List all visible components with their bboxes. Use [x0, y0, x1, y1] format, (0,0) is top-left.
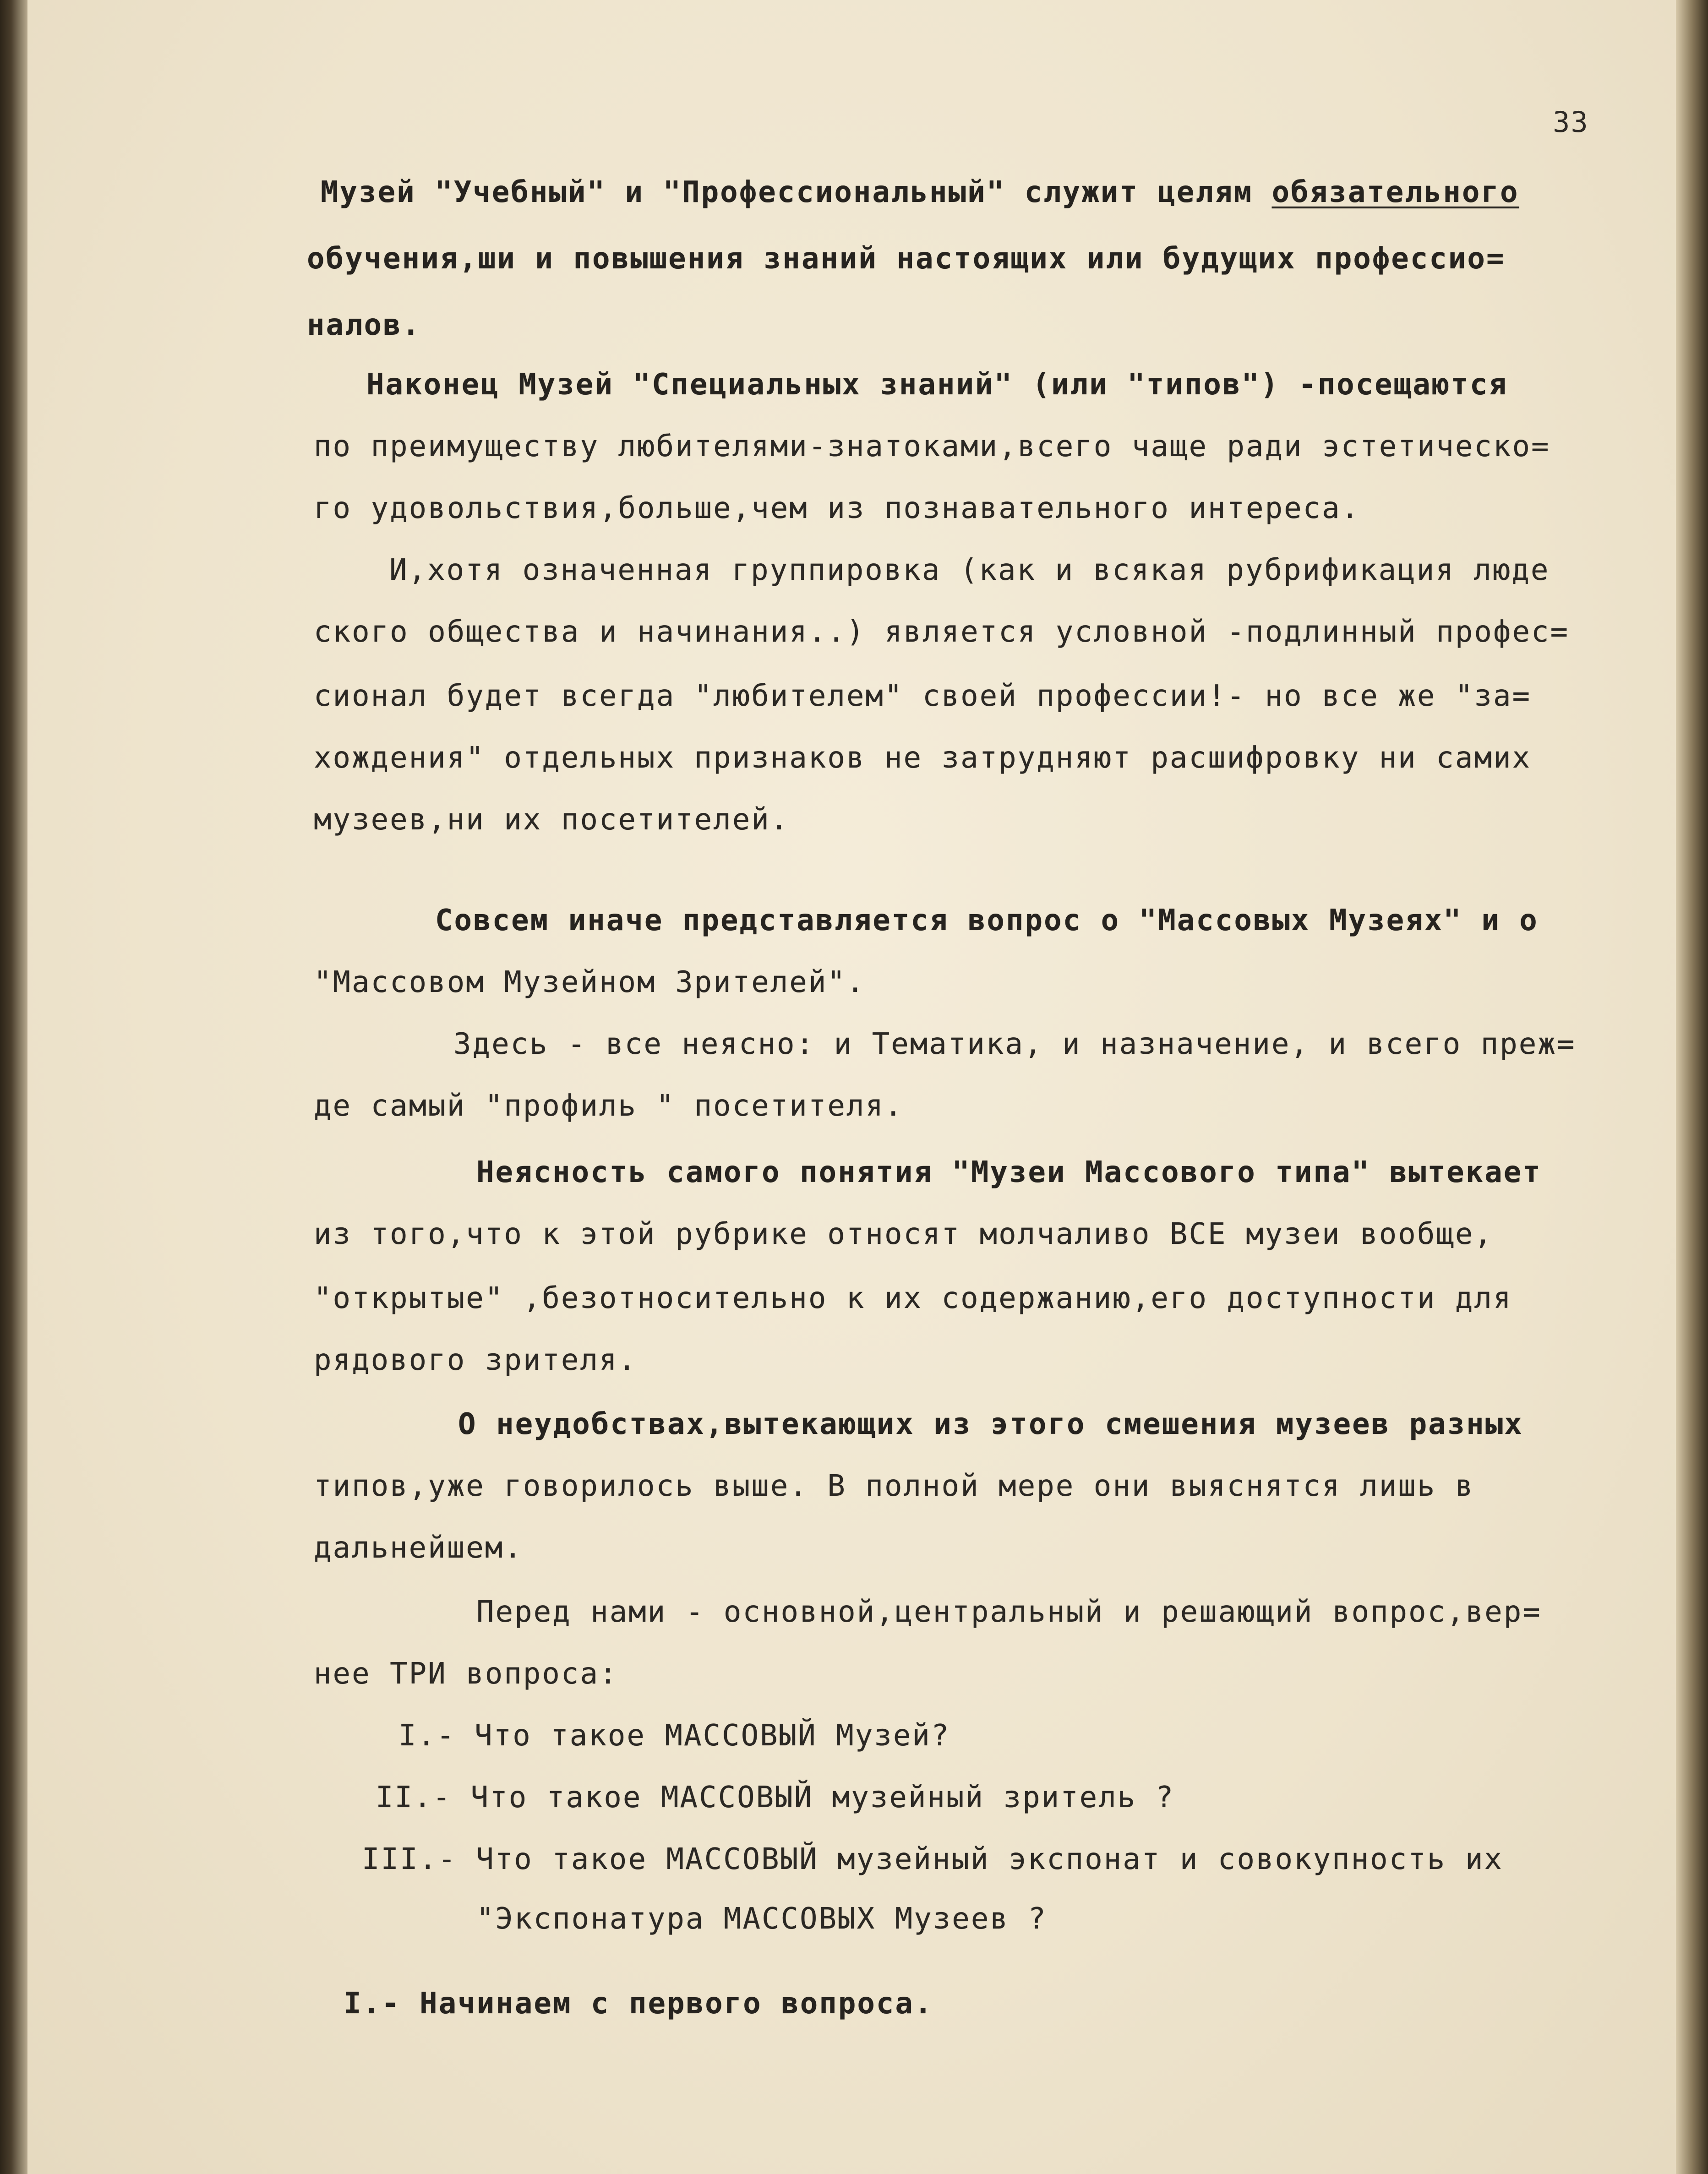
text-line: Наконец Музей "Специальных знаний" (или "типов") -посещаются	[366, 368, 1508, 402]
list-item: II.- Что такое МАССОВЫЙ музейный зритель ?	[376, 1781, 1175, 1814]
text-line: из того,что к этой рубрике относят молчаливо ВСЕ музеи вообще,	[314, 1217, 1493, 1251]
text-line: Музей "Учебный" и "Профессиональный" служит целям обязательного	[321, 175, 1519, 209]
list-item-continuation: "Экспонатура МАССОВЫХ Музеев ?	[476, 1902, 1047, 1936]
list-item: III.- Что такое МАССОВЫЙ музейный экспонат и совокупность их	[362, 1842, 1503, 1876]
page-shadow-edge	[1676, 0, 1708, 2174]
text-line: И,хотя означенная группировка (как и всякая рубрификация люде	[389, 553, 1550, 587]
text-line: налов.	[307, 308, 421, 342]
text-line: де самый "профиль " посетителя.	[314, 1089, 904, 1123]
text-line: Перед нами - основной,центральный и решающий вопрос,вер=	[476, 1595, 1542, 1629]
text-line: "открытые" ,безотносительно к их содержанию,его доступности для	[314, 1281, 1512, 1315]
text-line: Здесь - все неясно: и Тематика, и назначение, и всего преж=	[453, 1027, 1576, 1061]
text-line: хождения" отдельных признаков не затрудняют расшифровку ни самих	[314, 741, 1531, 775]
text-line: го удовольствия,больше,чем из познавательного интереса.	[314, 491, 1360, 525]
text-line: нее ТРИ вопроса:	[314, 1657, 618, 1691]
text-line: "Массовом Музейном Зрителей".	[314, 965, 866, 999]
binding-edge	[0, 0, 27, 2174]
text-line: О неудобствах,вытекающих из этого смешения музеев разных	[458, 1407, 1523, 1441]
text-line: ского общества и начинания..) является условной -подлинный профес=	[314, 615, 1570, 649]
underlined-word: обязательного	[1271, 175, 1519, 209]
typewritten-page	[27, 0, 1676, 2174]
text-line: I.- Начинаем с первого вопроса.	[344, 1987, 933, 2021]
text-line: дальнейшем.	[314, 1531, 523, 1565]
list-item: I.- Что такое МАССОВЫЙ Музей?	[398, 1719, 950, 1753]
page-number: 33	[1553, 105, 1589, 139]
text-line: музеев,ни их посетителей.	[314, 803, 790, 837]
text-line: Неясность самого понятия "Музеи Массового типа" вытекает	[476, 1155, 1542, 1189]
text-line: по преимуществу любителями-знатоками,всего чаще ради эстетическо=	[314, 430, 1550, 463]
text-line: рядового зрителя.	[314, 1343, 638, 1377]
text-line: Совсем иначе представляется вопрос о "Массовых Музеях" и о	[435, 904, 1539, 937]
text-line: обучения,ши и повышения знаний настоящих или будущих профессио=	[307, 242, 1506, 276]
text-line: сионал будет всегда "любителем" своей профессии!- но все же "за=	[314, 679, 1531, 713]
text-line: типов,уже говорилось выше. В полной мере они выяснятся лишь в	[314, 1469, 1474, 1503]
